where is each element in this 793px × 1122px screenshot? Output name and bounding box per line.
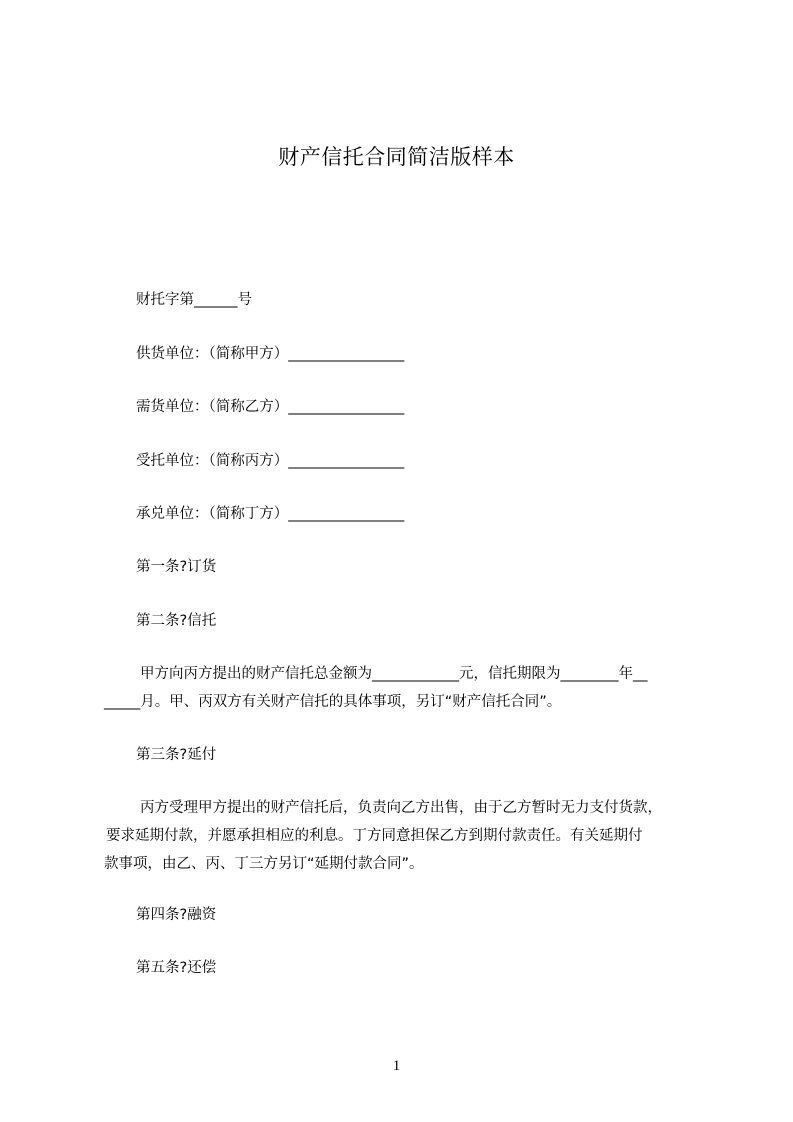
article-5-heading: 第五条?还偿 xyxy=(136,960,217,976)
article-3-body-line-1: 丙方受理甲方提出的财产信托后，负责向乙方出售，由于乙方暂时无力支付货款， xyxy=(140,800,662,816)
party-buyer-line: 需货单位：（简称乙方）________________ xyxy=(136,399,405,415)
article-2-body-line-1: 甲方向丙方提出的财产信托总金额为____________元，信托期限为________年__ xyxy=(140,666,648,682)
article-3-heading: 第三条?延付 xyxy=(136,747,217,763)
article-3-body-line-2: 要求延期付款，并愿承担相应的利息。丁方同意担保乙方到期付款责任。有关延期付 xyxy=(106,828,643,844)
article-4-heading: 第四条?融资 xyxy=(136,907,217,923)
document-title: 财产信托合同简洁版样本 xyxy=(278,145,515,169)
article-2-heading: 第二条?信托 xyxy=(136,613,217,629)
party-supplier-line: 供货单位：（简称甲方）________________ xyxy=(136,346,405,362)
reference-number-line: 财托字第______号 xyxy=(136,292,252,308)
article-3-body-line-3: 款事项，由乙、丙、丁三方另订“延期付款合同”。 xyxy=(104,856,424,872)
article-2-body-line-2: _____月。甲、丙双方有关财产信托的具体事项，另订“财产信托合同”。 xyxy=(104,694,562,710)
article-1-heading: 第一条?订货 xyxy=(136,559,217,575)
party-acceptor-line: 承兑单位：（简称丁方）________________ xyxy=(136,506,405,522)
page-number: 1 xyxy=(392,1058,401,1074)
party-trustee-line: 受托单位：（简称丙方）________________ xyxy=(136,453,405,469)
